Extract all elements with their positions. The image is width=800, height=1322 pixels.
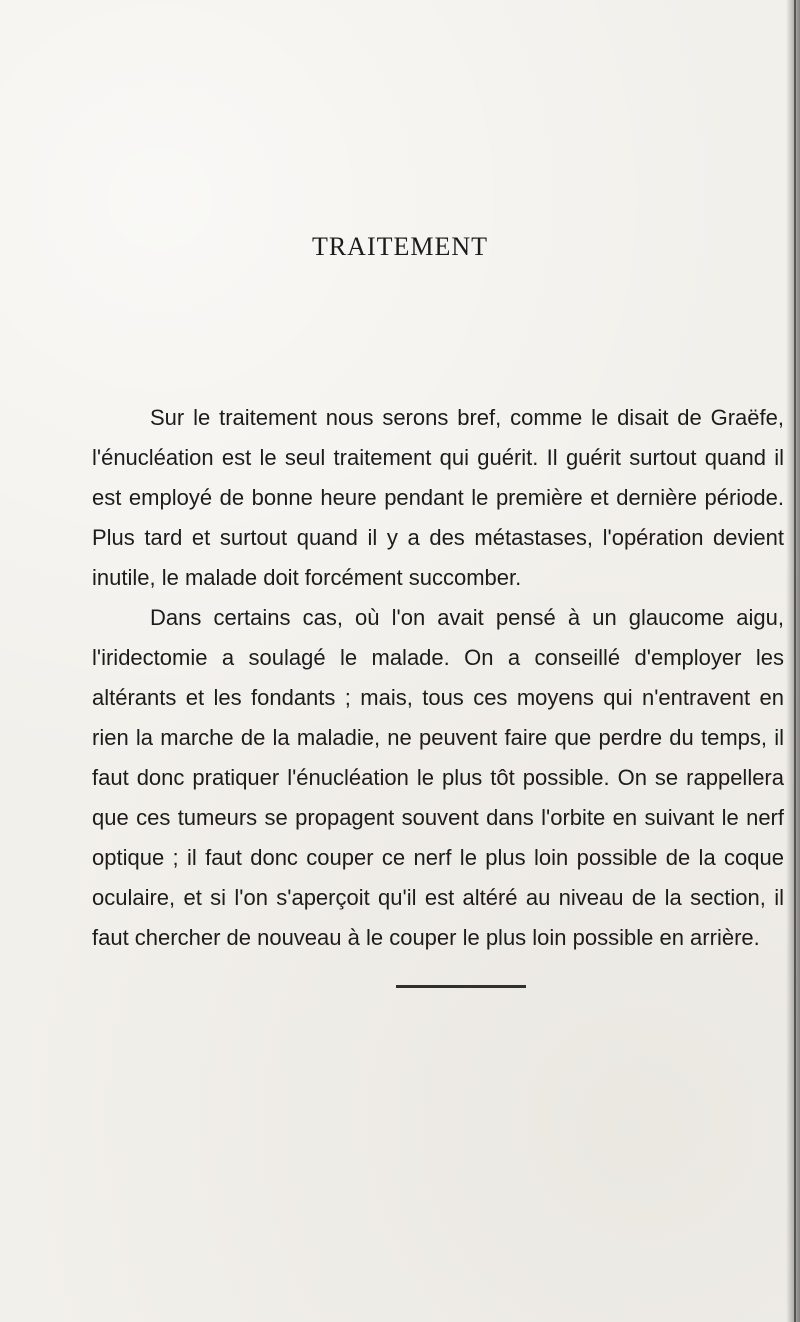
paragraph-2: Dans certains cas, où l'on avait pensé à un glaucome aigu, l'iridectomie a soulagé le malade. On a conseillé d'employer les altérants et les fondants ; mais, tous ces moyens qui n'entravent en rien la marche de la maladie, ne peuvent faire que perdre du temps, il faut donc pratiquer l'énucléation le plus tôt possible. On se rappellera que ces tumeurs se propagent souvent dans l'orbite en suivant le nerf optique ; il faut donc couper ce nerf le plus loin possible de la coque oculaire, et si l'on s'aperçoit qu'il est altéré au niveau de la section, il faut chercher de nouveau à le couper le plus loin possible en arrière.: [92, 605, 784, 950]
section-heading: TRAITEMENT: [311, 232, 489, 261]
end-rule: [396, 985, 526, 988]
body-text: [92, 398, 784, 958]
paragraph-1: Sur le traitement nous serons bref, comme le disait de Graëfe, l'énucléation est le seul traitement qui guérit. Il guérit surtout quand il est employé de bonne heure pendant le première et dernière période. Plus tard et surtout quand il y a des métastases, l'opération devient inutile, le malade doit forcément succomber.: [92, 405, 784, 590]
page-edge-shadow: [786, 0, 800, 1322]
page-edge-line: [794, 0, 796, 1322]
